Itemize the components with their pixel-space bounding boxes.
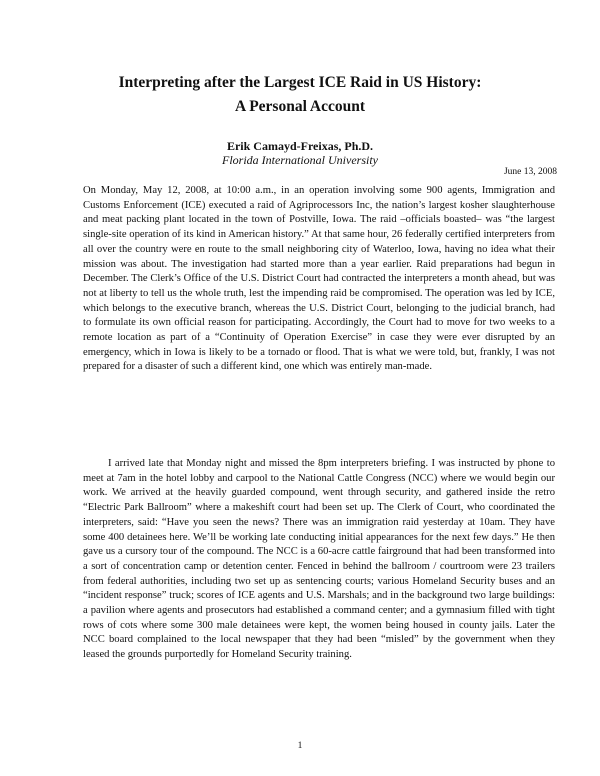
paragraph-2: I arrived late that Monday night and missed the 8pm interpreters briefing. I was instructed by phone to meet at 7am in the hotel lobby and carpool to the National Cattle Congress (NCC) where we would begin our work. We arrived at the heavily guarded compound, went through security, and gathered inside the retro “Electric Park Ballroom” where a makeshift court had been set up. The Clerk of Court, who coordinated the interpreters, said: “Have you seen the news? There was an immigration raid yesterday at 10am. They have some 400 detainees here. We’ll be working late conducting initial appearances for the next few days.” He then gave us a cursory tour of the compound. The NCC is a 60-acre cattle fairground that had been transformed into a sort of concentration camp or detention center. Fenced in behind the ballroom / courtroom were 23 trailers from federal authorities, including two set up as sentencing courts; various Homeland Security buses and an “incident response” truck; scores of ICE agents and U.S. Marshals; and in the background two large buildings: a pavilion where agents and prosecutors had established a command center; and a gymnasium filled with tight rows of cots where some 300 male detainees were kept, the women being housed in county jails. Later the NCC board complained to the local newspaper that they had been “misled” by the government when they leased the grounds purportedly for Homeland Security training.: [83, 458, 555, 661]
paragraph-1: On Monday, May 12, 2008, at 10:00 a.m., in an operation involving some 900 agents, Immigration and Customs Enforcement (ICE) executed a raid of Agriprocessors Inc, the nation’s largest kosher slaughterhouse and meat packing plant located in the town of Postville, Iowa. The raid –officials boasted– was “the largest single-site operation of its kind in American history.” At that same hour, 26 federally certified interpreters from all over the country were en route to the small neighboring city of Waterloo, Iowa, having no idea what their mission was about. The investigation had started more than a year earlier. Raid preparations had begun in December. The Clerk’s Office of the U.S. District Court had contracted the interpreters a month ahead, but was not at liberty to tell us the whole truth, lest the impending raid be compromised. The operation was led by ICE, which belongs to the executive branch, whereas the U.S. District Court, belonging to the judicial branch, had to formulate its own official reason for participating. Accordingly, the Court had to move for two weeks to a remote location as part of a “Continuity of Operation Exercise” in case they were ever disrupted by an emergency, which in Iowa is likely to be a tornado or flood. That is what we were told, but, frankly, I was not prepared for a disaster of such a different kind, one which was entirely man-made.: [83, 185, 555, 373]
author-affiliation: Florida International University: [222, 153, 378, 167]
document-title-line-1: Interpreting after the Largest ICE Raid in US History:: [118, 74, 482, 91]
author-name: Erik Camayd-Freixas, Ph.D.: [226, 139, 374, 153]
document-title-line-2: A Personal Account: [234, 98, 366, 115]
document-date: June 13, 2008: [503, 167, 557, 177]
page-number: 1: [297, 741, 303, 751]
